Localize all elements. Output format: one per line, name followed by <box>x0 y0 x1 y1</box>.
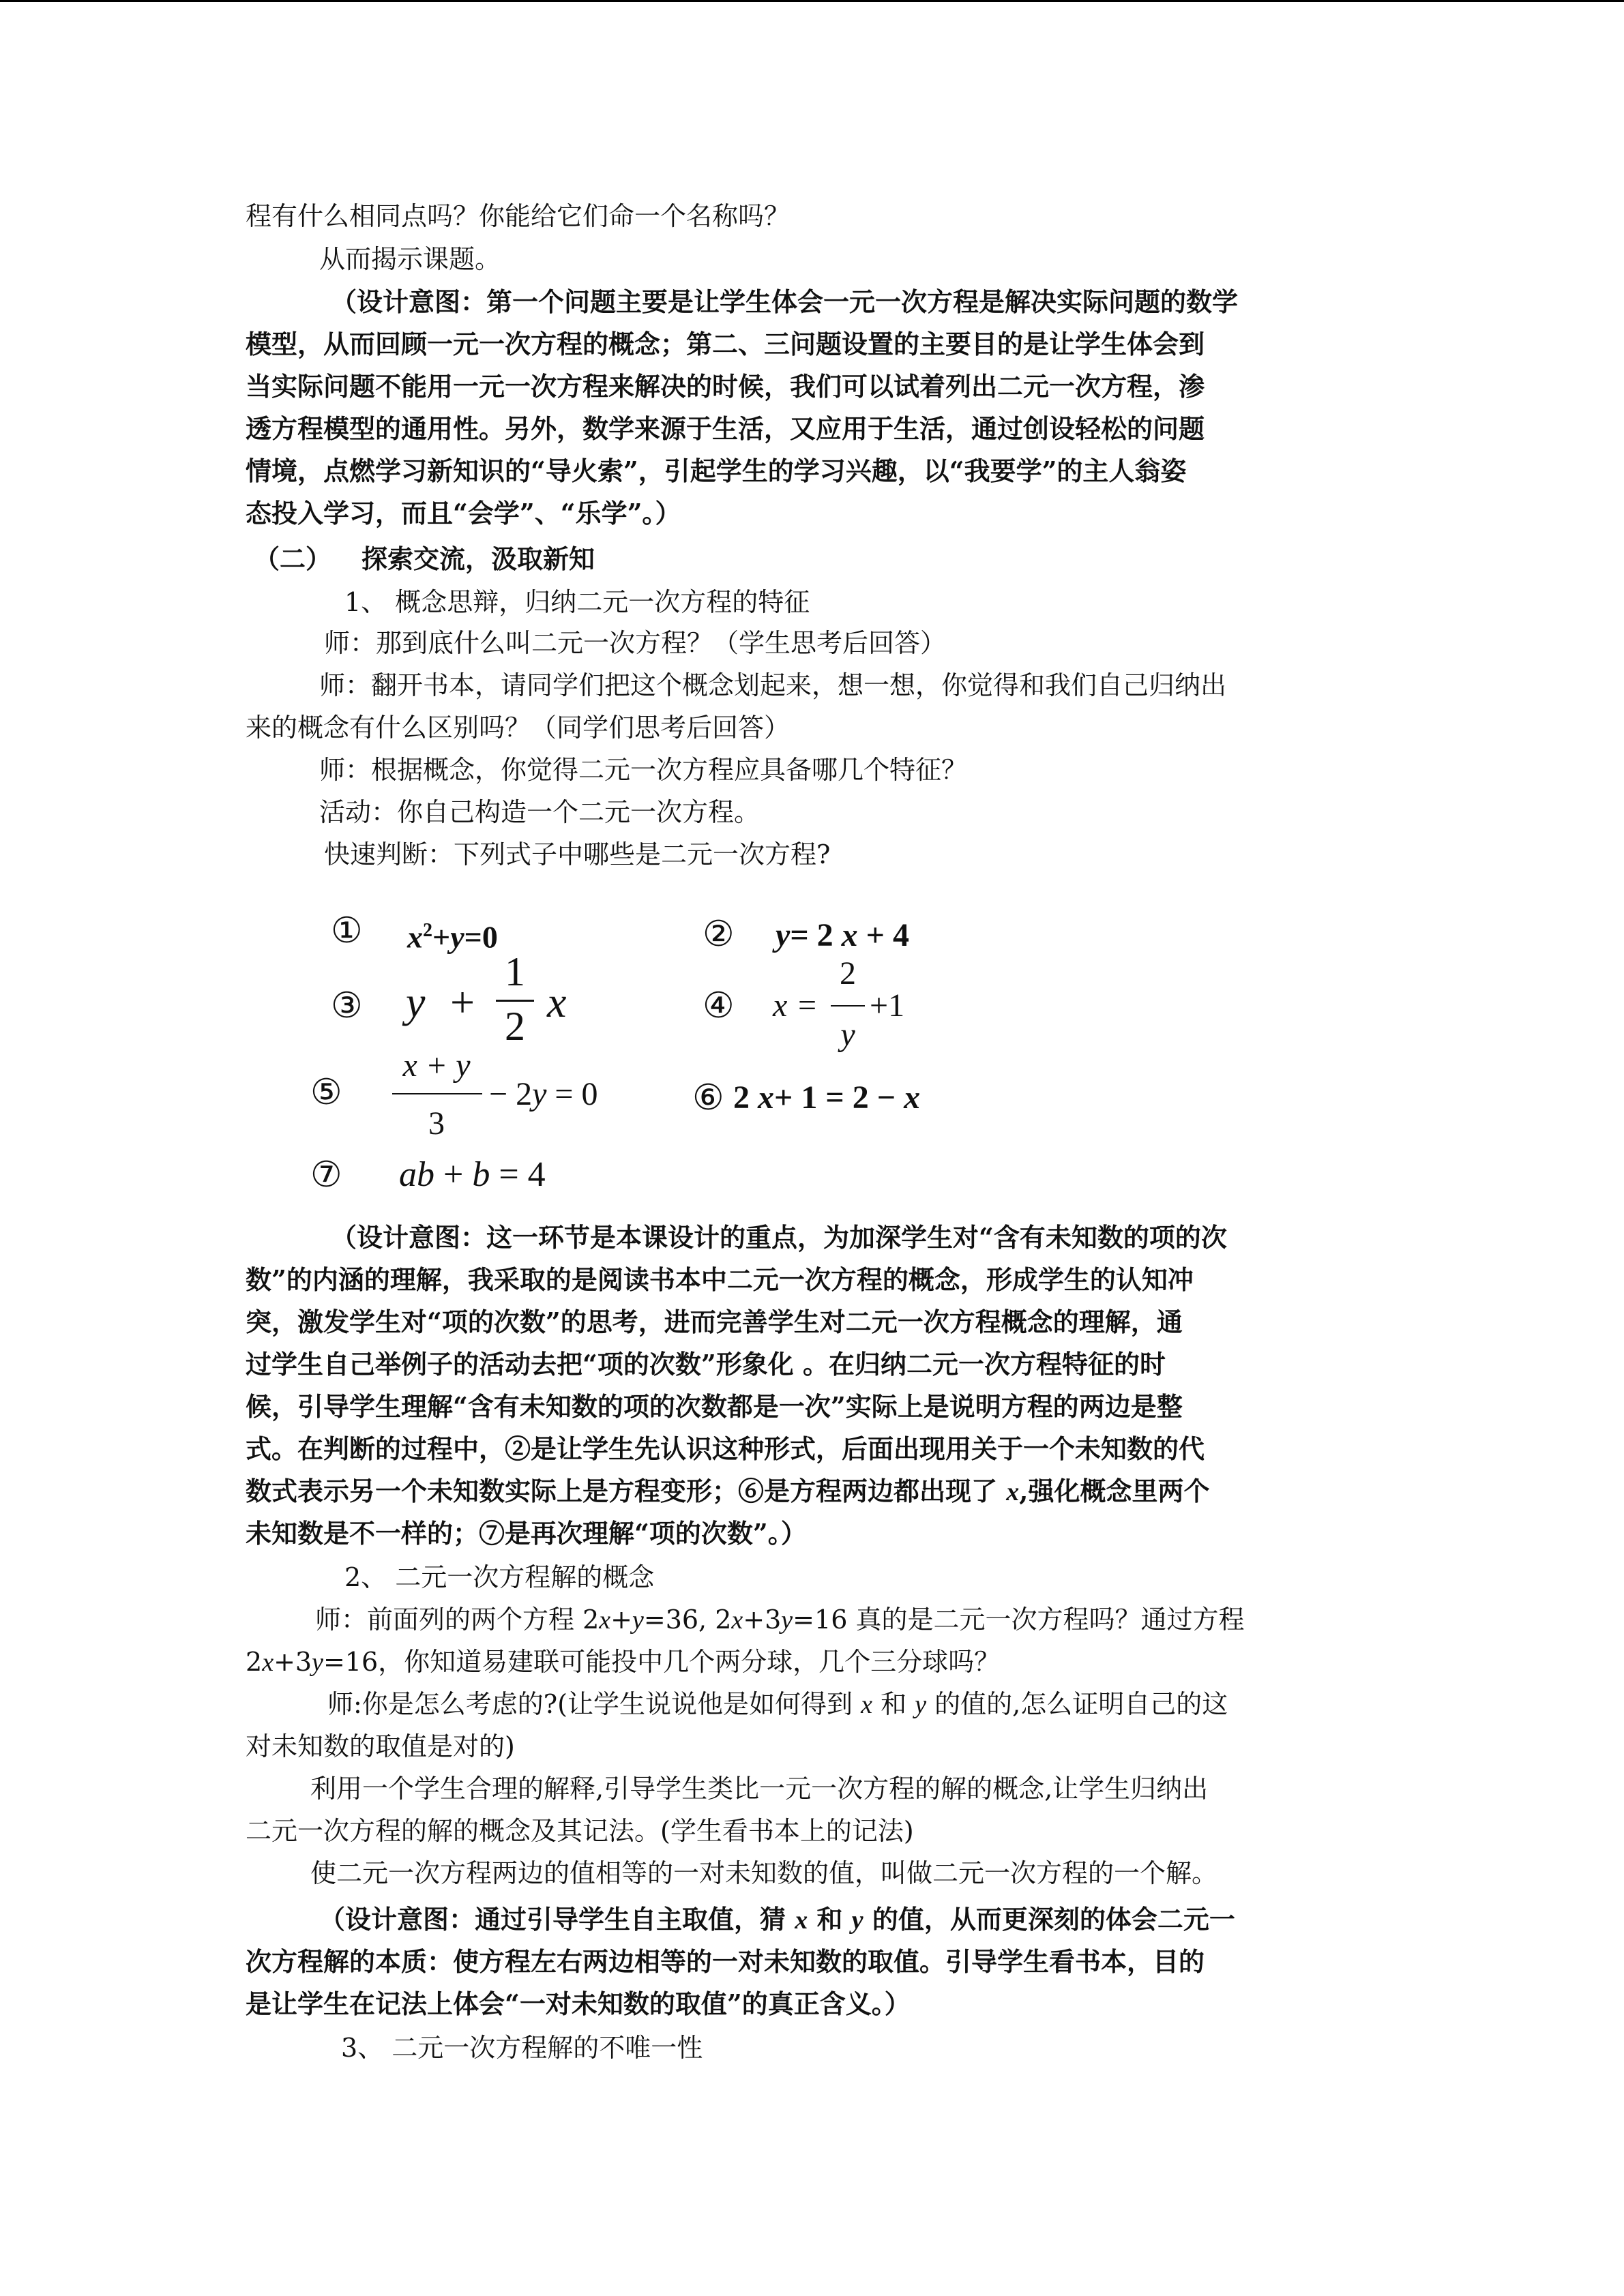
item-number: ③ <box>331 985 363 1026</box>
text-line: 数式表示另一个未知数实际上是方程变形；⑥是方程两边都出现了 x,强化概念里两个 <box>246 1476 1210 1506</box>
text-line: 师：前面列的两个方程 2x+y=36, 2x+3y=16 真的是二元一次方程吗？通过方程 <box>315 1605 1245 1635</box>
text-line: 快速判断：下列式子中哪些是二元一次方程? <box>324 839 831 869</box>
text-line: 数”的内涵的理解，我采取的是阅读书本中二元一次方程的概念，形成学生的认知冲 <box>246 1264 1194 1295</box>
text-line: 透方程模型的通用性。另外，数学来源于生活，又应用于生活，通过创设轻松的问题 <box>246 413 1205 444</box>
text-line: 是让学生在记法上体会“一对未知数的取值”的真正含义。） <box>246 1988 911 2019</box>
item-number: ② <box>703 914 735 955</box>
text-line: 未知数是不一样的；⑦是再次理解“项的次数”。） <box>246 1518 807 1549</box>
text-line: 师：根据概念，你觉得二元一次方程应具备哪几个特征？ <box>319 755 968 785</box>
equation-6: 2 x+ 1 = 2 − x <box>733 1079 921 1116</box>
text-line: 师:你是怎么考虑的?(让学生说说他是如何得到 x 和 y 的值的,怎么证明自己的这 <box>327 1689 1228 1719</box>
text-line: 活动：你自己构造一个二元一次方程。 <box>319 797 761 827</box>
item-number: ⑤ <box>310 1072 342 1113</box>
text-line: 次方程解的本质：使方程左右两边相等的一对未知数的取值。引导学生看书本，目的 <box>246 1946 1205 1977</box>
text-line: 师：翻开书本，请同学们把这个概念划起来，想一想，你觉得和我们自己归纳出 <box>319 670 1227 700</box>
text-line: 态投入学习，而且“会学”、“乐学”。） <box>246 498 681 528</box>
text-line: 式。在判断的过程中，②是让学生先认识这种形式，后面出现用关于一个未知数的代 <box>246 1433 1205 1464</box>
text-line: （设计意图：这一环节是本课设计的重点，为加深学生对“含有未知数的项的次 <box>331 1222 1227 1253</box>
item-number: ① <box>331 910 363 951</box>
text-line: （设计意图：第一个问题主要是让学生体会一元一次方程是解决实际问题的数学 <box>331 286 1239 317</box>
item-number: ⑥ <box>692 1077 724 1118</box>
subsection-heading: 1、 概念思辩，归纳二元一次方程的特征 <box>344 587 810 617</box>
equation-7: ab + b = 4 <box>399 1155 546 1194</box>
text-line: 程有什么相同点吗？你能给它们命一个名称吗？ <box>246 201 791 231</box>
text-line: （设计意图：通过引导学生自主取值，猜 x 和 y 的值，从而更深刻的体会二元一 <box>319 1904 1235 1935</box>
text-line: 从而揭示课题。 <box>319 244 501 274</box>
equation-2: y= 2 x + 4 <box>776 917 910 953</box>
subsection-heading: 2、 二元一次方程解的概念 <box>344 1562 655 1592</box>
section-number: （二） <box>254 543 332 574</box>
text-line: 来的概念有什么区别吗？（同学们思考后回答） <box>246 713 791 743</box>
item-number: ④ <box>703 985 735 1026</box>
text-line: 2x+3y=16，你知道易建联可能投中几个两分球，几个三分球吗？ <box>246 1647 1001 1677</box>
definition-line: 使二元一次方程两边的值相等的一对未知数的值，叫做二元一次方程的一个解。 <box>310 1858 1218 1888</box>
page-top-border <box>0 0 1624 2</box>
text-line: 二元一次方程的解的概念及其记法。(学生看书本上的记法) <box>246 1816 914 1846</box>
subsection-heading: 3、 二元一次方程解的不唯一性 <box>341 2033 703 2063</box>
text-line: 候，引导学生理解“含有未知数的项的次数都是一次”实际上是说明方程的两边是整 <box>246 1391 1183 1422</box>
text-line: 过学生自己举例子的活动去把“项的次数”形象化 。在归纳二元一次方程特征的时 <box>246 1349 1166 1380</box>
section-title: 探索交流，汲取新知 <box>361 543 595 574</box>
equation-1: $x^2+y=0$ <box>407 919 498 955</box>
text-line: 模型，从而回顾一元一次方程的概念；第二、三问题设置的主要目的是让学生体会到 <box>246 329 1205 359</box>
text-line: 情境，点燃学习新知识的“导火索”，引起学生的学习兴趣，以“我要学”的主人翁姿 <box>246 456 1187 486</box>
text-line: 对未知数的取值是对的) <box>246 1731 515 1761</box>
text-line: 利用一个学生合理的解释,引导学生类比一元一次方程的解的概念,让学生归纳出 <box>310 1774 1209 1804</box>
text-line: 突，激发学生对“项的次数”的思考，进而完善学生对二元一次方程概念的理解，通 <box>246 1307 1183 1337</box>
text-line: 当实际问题不能用一元一次方程来解决的时候，我们可以试着列出二元一次方程，渗 <box>246 371 1205 402</box>
text-line: 师：那到底什么叫二元一次方程？（学生思考后回答） <box>324 628 947 658</box>
item-number: ⑦ <box>310 1154 342 1195</box>
